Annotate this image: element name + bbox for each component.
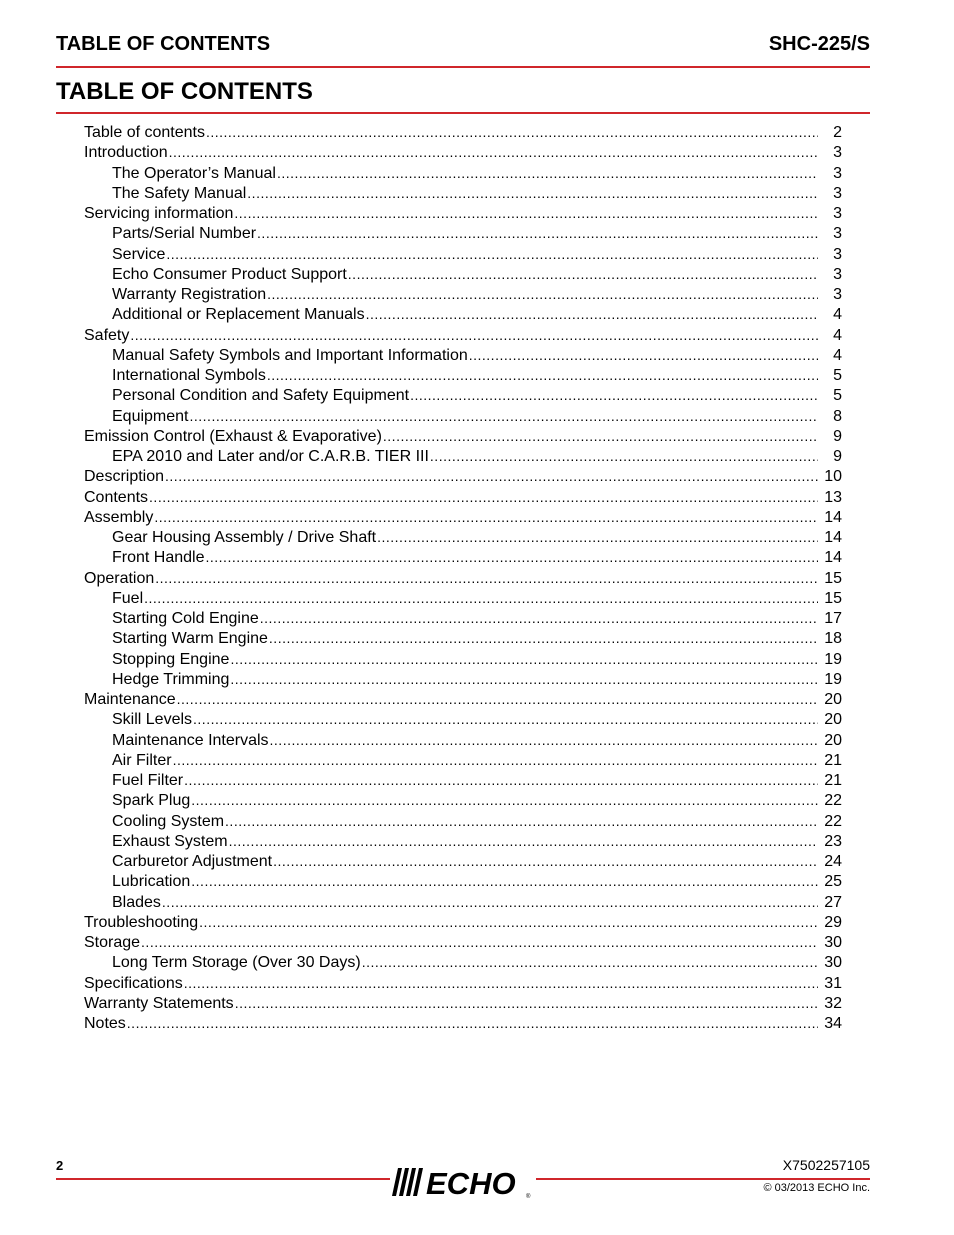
toc-entry-page: 22 bbox=[824, 792, 842, 810]
toc-entry-label: Equipment bbox=[112, 407, 189, 425]
toc-entry-page: 3 bbox=[833, 144, 842, 162]
toc-entry-page: 34 bbox=[824, 1015, 842, 1032]
toc-entry-label: EPA 2010 and Later and/or C.A.R.B. TIER III bbox=[112, 448, 429, 465]
toc-entry-label: Assembly bbox=[84, 508, 154, 526]
toc-entry-label: Contents bbox=[84, 488, 149, 506]
toc-entry-label: Servicing information bbox=[84, 205, 234, 222]
toc-dot-leader bbox=[206, 122, 818, 142]
toc-entry-page: 27 bbox=[824, 893, 842, 911]
toc-entry-label: Description bbox=[84, 468, 165, 486]
toc-entry-page: 23 bbox=[824, 832, 842, 850]
toc-entry[interactable] bbox=[84, 932, 842, 952]
toc-dot-leader bbox=[260, 608, 818, 628]
toc-entry-label: Cooling System bbox=[112, 812, 225, 830]
toc-entry-page: 4 bbox=[833, 326, 842, 344]
running-header bbox=[56, 30, 870, 68]
toc-entry[interactable] bbox=[84, 1013, 842, 1033]
svg-text:®: ® bbox=[526, 1194, 531, 1200]
toc-entry-label: Skill Levels bbox=[112, 711, 193, 729]
toc-dot-leader bbox=[377, 527, 818, 547]
toc-entry-page: 3 bbox=[833, 164, 842, 182]
toc-dot-leader bbox=[430, 446, 818, 466]
toc-entry-page: 20 bbox=[824, 691, 842, 708]
toc-subentry[interactable] bbox=[84, 730, 842, 750]
toc-entry-page: 30 bbox=[824, 934, 842, 951]
toc-dot-leader bbox=[277, 163, 818, 183]
toc-subentry[interactable] bbox=[84, 304, 842, 324]
toc-subentry[interactable] bbox=[84, 183, 842, 203]
toc-dot-leader bbox=[162, 892, 818, 912]
toc-entry-label: Starting Cold Engine bbox=[112, 610, 259, 627]
toc-entry-label: Parts/Serial Number bbox=[112, 225, 257, 243]
toc-entry[interactable] bbox=[84, 689, 842, 709]
toc-entry-label: Operation bbox=[84, 569, 155, 587]
toc-subentry[interactable] bbox=[84, 527, 842, 547]
toc-dot-leader bbox=[366, 304, 818, 324]
toc-entry-label: Storage bbox=[84, 934, 141, 951]
toc-entry-label: Notes bbox=[84, 1015, 126, 1032]
footer-part-number: X7502257105 bbox=[782, 1157, 870, 1173]
toc-entry-label: Echo Consumer Product Support bbox=[112, 265, 347, 283]
toc-entry-page: 20 bbox=[824, 731, 842, 749]
toc-dot-leader bbox=[166, 244, 818, 264]
toc-dot-leader bbox=[267, 284, 818, 304]
toc-dot-leader bbox=[199, 912, 818, 932]
toc-dot-leader bbox=[469, 345, 818, 365]
toc-entry[interactable] bbox=[84, 993, 842, 1013]
toc-entry-label: Air Filter bbox=[112, 751, 172, 769]
toc-dot-leader bbox=[269, 628, 818, 648]
toc-subentry[interactable] bbox=[84, 892, 842, 912]
toc-dot-leader bbox=[144, 588, 818, 608]
toc-entry-label: Fuel bbox=[112, 589, 144, 607]
toc-entry[interactable] bbox=[84, 507, 842, 527]
toc-entry-page: 14 bbox=[824, 529, 842, 546]
toc-entry[interactable] bbox=[84, 912, 842, 932]
toc-subentry[interactable] bbox=[84, 264, 842, 284]
toc-entry-label: Emission Control (Exhaust & Evaporative) bbox=[84, 427, 382, 445]
toc-entry-label: Troubleshooting bbox=[84, 913, 199, 931]
toc-entry-page: 32 bbox=[824, 994, 842, 1012]
toc-dot-leader bbox=[348, 264, 818, 284]
toc-entry-page: 18 bbox=[824, 630, 842, 648]
toc-subentry[interactable] bbox=[84, 790, 842, 810]
page-title-row bbox=[56, 76, 870, 114]
toc-subentry[interactable] bbox=[84, 365, 842, 385]
toc-dot-leader bbox=[235, 993, 818, 1013]
toc-entry[interactable] bbox=[84, 325, 842, 345]
toc-entry-label: Maintenance Intervals bbox=[112, 731, 269, 749]
toc-entry-label: Spark Plug bbox=[112, 792, 191, 810]
toc-entry-label: Blades bbox=[112, 893, 161, 911]
toc-entry[interactable] bbox=[84, 466, 842, 486]
toc-entry-label: The Operator’s Manual bbox=[112, 164, 276, 182]
toc-dot-leader bbox=[191, 790, 818, 810]
toc-entry-page: 4 bbox=[833, 306, 842, 324]
toc-subentry[interactable] bbox=[84, 649, 842, 669]
toc-dot-leader bbox=[234, 203, 818, 223]
toc-entry-label: Warranty Registration bbox=[112, 286, 267, 303]
toc-entry[interactable] bbox=[84, 568, 842, 588]
toc-subentry[interactable] bbox=[84, 588, 842, 608]
footer-page-number: 2 bbox=[56, 1158, 64, 1173]
toc-entry-page: 10 bbox=[824, 468, 842, 486]
toc-dot-leader bbox=[184, 770, 818, 790]
toc-dot-leader bbox=[169, 142, 818, 162]
toc-dot-leader bbox=[191, 871, 818, 891]
toc-subentry[interactable] bbox=[84, 223, 842, 243]
toc-dot-leader bbox=[230, 669, 818, 689]
toc-dot-leader bbox=[184, 973, 818, 993]
toc-subentry[interactable] bbox=[84, 608, 842, 628]
toc-entry-label: Front Handle bbox=[112, 549, 205, 567]
toc-entry-page: 3 bbox=[833, 205, 842, 222]
toc-entry-label: Personal Condition and Safety Equipment bbox=[112, 387, 410, 405]
table-of-contents bbox=[84, 122, 842, 1033]
toc-subentry[interactable] bbox=[84, 831, 842, 851]
toc-dot-leader bbox=[177, 689, 818, 709]
toc-entry-label: Carburetor Adjustment bbox=[112, 853, 273, 870]
echo-logo-icon bbox=[392, 1164, 536, 1200]
toc-entry-page: 3 bbox=[833, 286, 842, 303]
toc-dot-leader bbox=[410, 385, 818, 405]
toc-entry-label: Safety bbox=[84, 326, 130, 344]
toc-subentry[interactable] bbox=[84, 750, 842, 770]
toc-dot-leader bbox=[154, 507, 818, 527]
toc-entry-page: 19 bbox=[824, 650, 842, 668]
toc-dot-leader bbox=[141, 932, 818, 952]
toc-entry-page: 14 bbox=[824, 549, 842, 567]
toc-dot-leader bbox=[206, 547, 819, 567]
toc-entry-page: 20 bbox=[824, 711, 842, 729]
toc-entry-label: Hedge Trimming bbox=[112, 670, 230, 688]
toc-dot-leader bbox=[190, 406, 819, 426]
page-title: TABLE OF CONTENTS bbox=[56, 78, 313, 105]
toc-subentry[interactable] bbox=[84, 709, 842, 729]
toc-entry-page: 24 bbox=[824, 853, 842, 870]
toc-entry-page: 3 bbox=[833, 245, 842, 263]
toc-entry-label: Manual Safety Symbols and Important Information bbox=[112, 346, 468, 364]
toc-entry-label: International Symbols bbox=[112, 367, 266, 384]
toc-entry[interactable] bbox=[84, 203, 842, 223]
toc-entry-page: 21 bbox=[824, 751, 842, 769]
toc-subentry[interactable] bbox=[84, 345, 842, 365]
toc-dot-leader bbox=[155, 568, 818, 588]
toc-entry-label: Starting Warm Engine bbox=[112, 630, 268, 648]
toc-entry-label: Stopping Engine bbox=[112, 650, 230, 668]
toc-entry-page: 2 bbox=[833, 124, 842, 141]
toc-entry-label: Exhaust System bbox=[112, 832, 228, 850]
toc-subentry[interactable] bbox=[84, 770, 842, 790]
toc-entry-label: Service bbox=[112, 245, 166, 263]
toc-dot-leader bbox=[225, 811, 818, 831]
footer-rule-left bbox=[56, 1178, 390, 1180]
toc-dot-leader bbox=[173, 750, 818, 770]
toc-entry-label: Lubrication bbox=[112, 873, 191, 891]
toc-subentry[interactable] bbox=[84, 628, 842, 648]
toc-entry-label: Fuel Filter bbox=[112, 772, 184, 789]
toc-entry[interactable] bbox=[84, 122, 842, 142]
toc-subentry[interactable] bbox=[84, 446, 842, 466]
toc-dot-leader bbox=[257, 223, 818, 243]
toc-subentry[interactable] bbox=[84, 244, 842, 264]
toc-entry-page: 14 bbox=[824, 508, 842, 526]
toc-entry-label: Table of contents bbox=[84, 124, 205, 141]
toc-entry-page: 17 bbox=[824, 610, 842, 627]
toc-subentry[interactable] bbox=[84, 385, 842, 405]
toc-dot-leader bbox=[267, 365, 818, 385]
toc-dot-leader bbox=[273, 851, 818, 871]
toc-entry-page: 19 bbox=[824, 670, 842, 688]
toc-subentry[interactable] bbox=[84, 406, 842, 426]
header-section-title: TABLE OF CONTENTS bbox=[56, 33, 271, 55]
toc-entry-page: 29 bbox=[824, 913, 842, 931]
toc-entry-label: Specifications bbox=[84, 974, 183, 992]
toc-entry-page: 3 bbox=[833, 265, 842, 283]
toc-dot-leader bbox=[193, 709, 818, 729]
footer-copyright: © 03/2013 ECHO Inc. bbox=[763, 1182, 870, 1194]
toc-entry-label: Warranty Statements bbox=[84, 994, 234, 1012]
toc-dot-leader bbox=[383, 426, 818, 446]
toc-entry-page: 13 bbox=[824, 488, 842, 506]
toc-entry-page: 3 bbox=[833, 225, 842, 243]
toc-subentry[interactable] bbox=[84, 871, 842, 891]
header-model-number: SHC-225/S bbox=[768, 33, 870, 55]
toc-entry-page: 9 bbox=[833, 427, 842, 445]
toc-dot-leader bbox=[127, 1013, 818, 1033]
toc-entry-page: 22 bbox=[824, 812, 842, 830]
toc-subentry[interactable] bbox=[84, 952, 842, 972]
toc-entry-page: 25 bbox=[824, 873, 842, 891]
toc-entry-page: 31 bbox=[824, 974, 842, 992]
logo-wordmark: ECHO bbox=[426, 1166, 516, 1200]
toc-entry-label: Additional or Replacement Manuals bbox=[112, 306, 365, 324]
toc-subentry[interactable] bbox=[84, 547, 842, 567]
toc-entry[interactable] bbox=[84, 142, 842, 162]
toc-entry[interactable] bbox=[84, 426, 842, 446]
toc-subentry[interactable] bbox=[84, 284, 842, 304]
toc-entry-label: The Safety Manual bbox=[112, 184, 247, 202]
toc-subentry[interactable] bbox=[84, 851, 842, 871]
toc-entry-label: Gear Housing Assembly / Drive Shaft bbox=[112, 529, 377, 546]
toc-entry-page: 8 bbox=[833, 407, 842, 425]
toc-entry-page: 4 bbox=[833, 346, 842, 364]
toc-entry-label: Long Term Storage (Over 30 Days) bbox=[112, 954, 361, 972]
toc-subentry[interactable] bbox=[84, 163, 842, 183]
toc-entry-label: Introduction bbox=[84, 144, 168, 162]
toc-entry[interactable] bbox=[84, 487, 842, 507]
toc-dot-leader bbox=[230, 649, 818, 669]
toc-entry-label: Maintenance bbox=[84, 691, 176, 708]
toc-entry-page: 5 bbox=[833, 387, 842, 405]
toc-dot-leader bbox=[229, 831, 818, 851]
toc-entry-page: 9 bbox=[833, 448, 842, 465]
toc-subentry[interactable] bbox=[84, 669, 842, 689]
toc-entry-page: 15 bbox=[824, 589, 842, 607]
toc-dot-leader bbox=[130, 325, 818, 345]
toc-dot-leader bbox=[165, 466, 818, 486]
toc-dot-leader bbox=[362, 952, 818, 972]
toc-entry-page: 21 bbox=[824, 772, 842, 789]
toc-dot-leader bbox=[247, 183, 818, 203]
toc-entry-page: 5 bbox=[833, 367, 842, 384]
toc-entry-page: 3 bbox=[833, 184, 842, 202]
footer-rule-right bbox=[536, 1178, 870, 1180]
toc-subentry[interactable] bbox=[84, 811, 842, 831]
toc-entry-page: 15 bbox=[824, 569, 842, 587]
toc-entry-page: 30 bbox=[824, 954, 842, 972]
toc-dot-leader bbox=[149, 487, 818, 507]
toc-entry[interactable] bbox=[84, 973, 842, 993]
toc-dot-leader bbox=[270, 730, 818, 750]
